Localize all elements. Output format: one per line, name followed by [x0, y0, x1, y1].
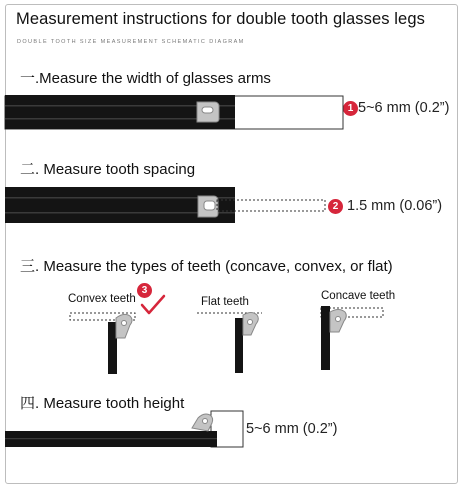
glasses-arm-2	[5, 187, 325, 223]
section-3-heading: 三. Measure the types of teeth (concave, convex, or flat)	[20, 258, 393, 275]
section-4-measurement: 5~6 mm (0.2”)	[246, 421, 338, 437]
section-2-heading: 二. Measure tooth spacing	[20, 161, 196, 178]
metal-tooth-4	[192, 414, 213, 431]
convex-teeth-label: Convex teeth	[68, 293, 136, 305]
concave-tooth-diagram	[321, 306, 383, 370]
page-subtitle: DOUBLE TOOTH SIZE MEASUREMENT SCHEMATIC DIAGRAM	[17, 39, 245, 45]
concave-teeth-label: Concave teeth	[321, 290, 396, 302]
glasses-arm-4	[5, 411, 243, 447]
section-1-measurement: 5~6 mm (0.2”)	[358, 100, 450, 116]
checkmark-icon	[142, 296, 164, 313]
section-4-heading: 四. Measure tooth height	[20, 395, 185, 412]
glasses-arm-1	[5, 95, 343, 129]
section-2-measurement: 1.5 mm (0.06”)	[347, 198, 443, 214]
section-1-heading: 一.Measure the width of glasses arms	[20, 70, 271, 87]
page-title: Measurement instructions for double tooth glasses legs	[16, 10, 425, 28]
convex-tooth-diagram	[70, 296, 164, 374]
badge-3: 3	[137, 283, 152, 298]
badge-1: 1	[343, 101, 358, 116]
flat-tooth-diagram	[197, 313, 262, 374]
flat-teeth-label: Flat teeth	[201, 296, 249, 308]
badge-2: 2	[328, 199, 343, 214]
